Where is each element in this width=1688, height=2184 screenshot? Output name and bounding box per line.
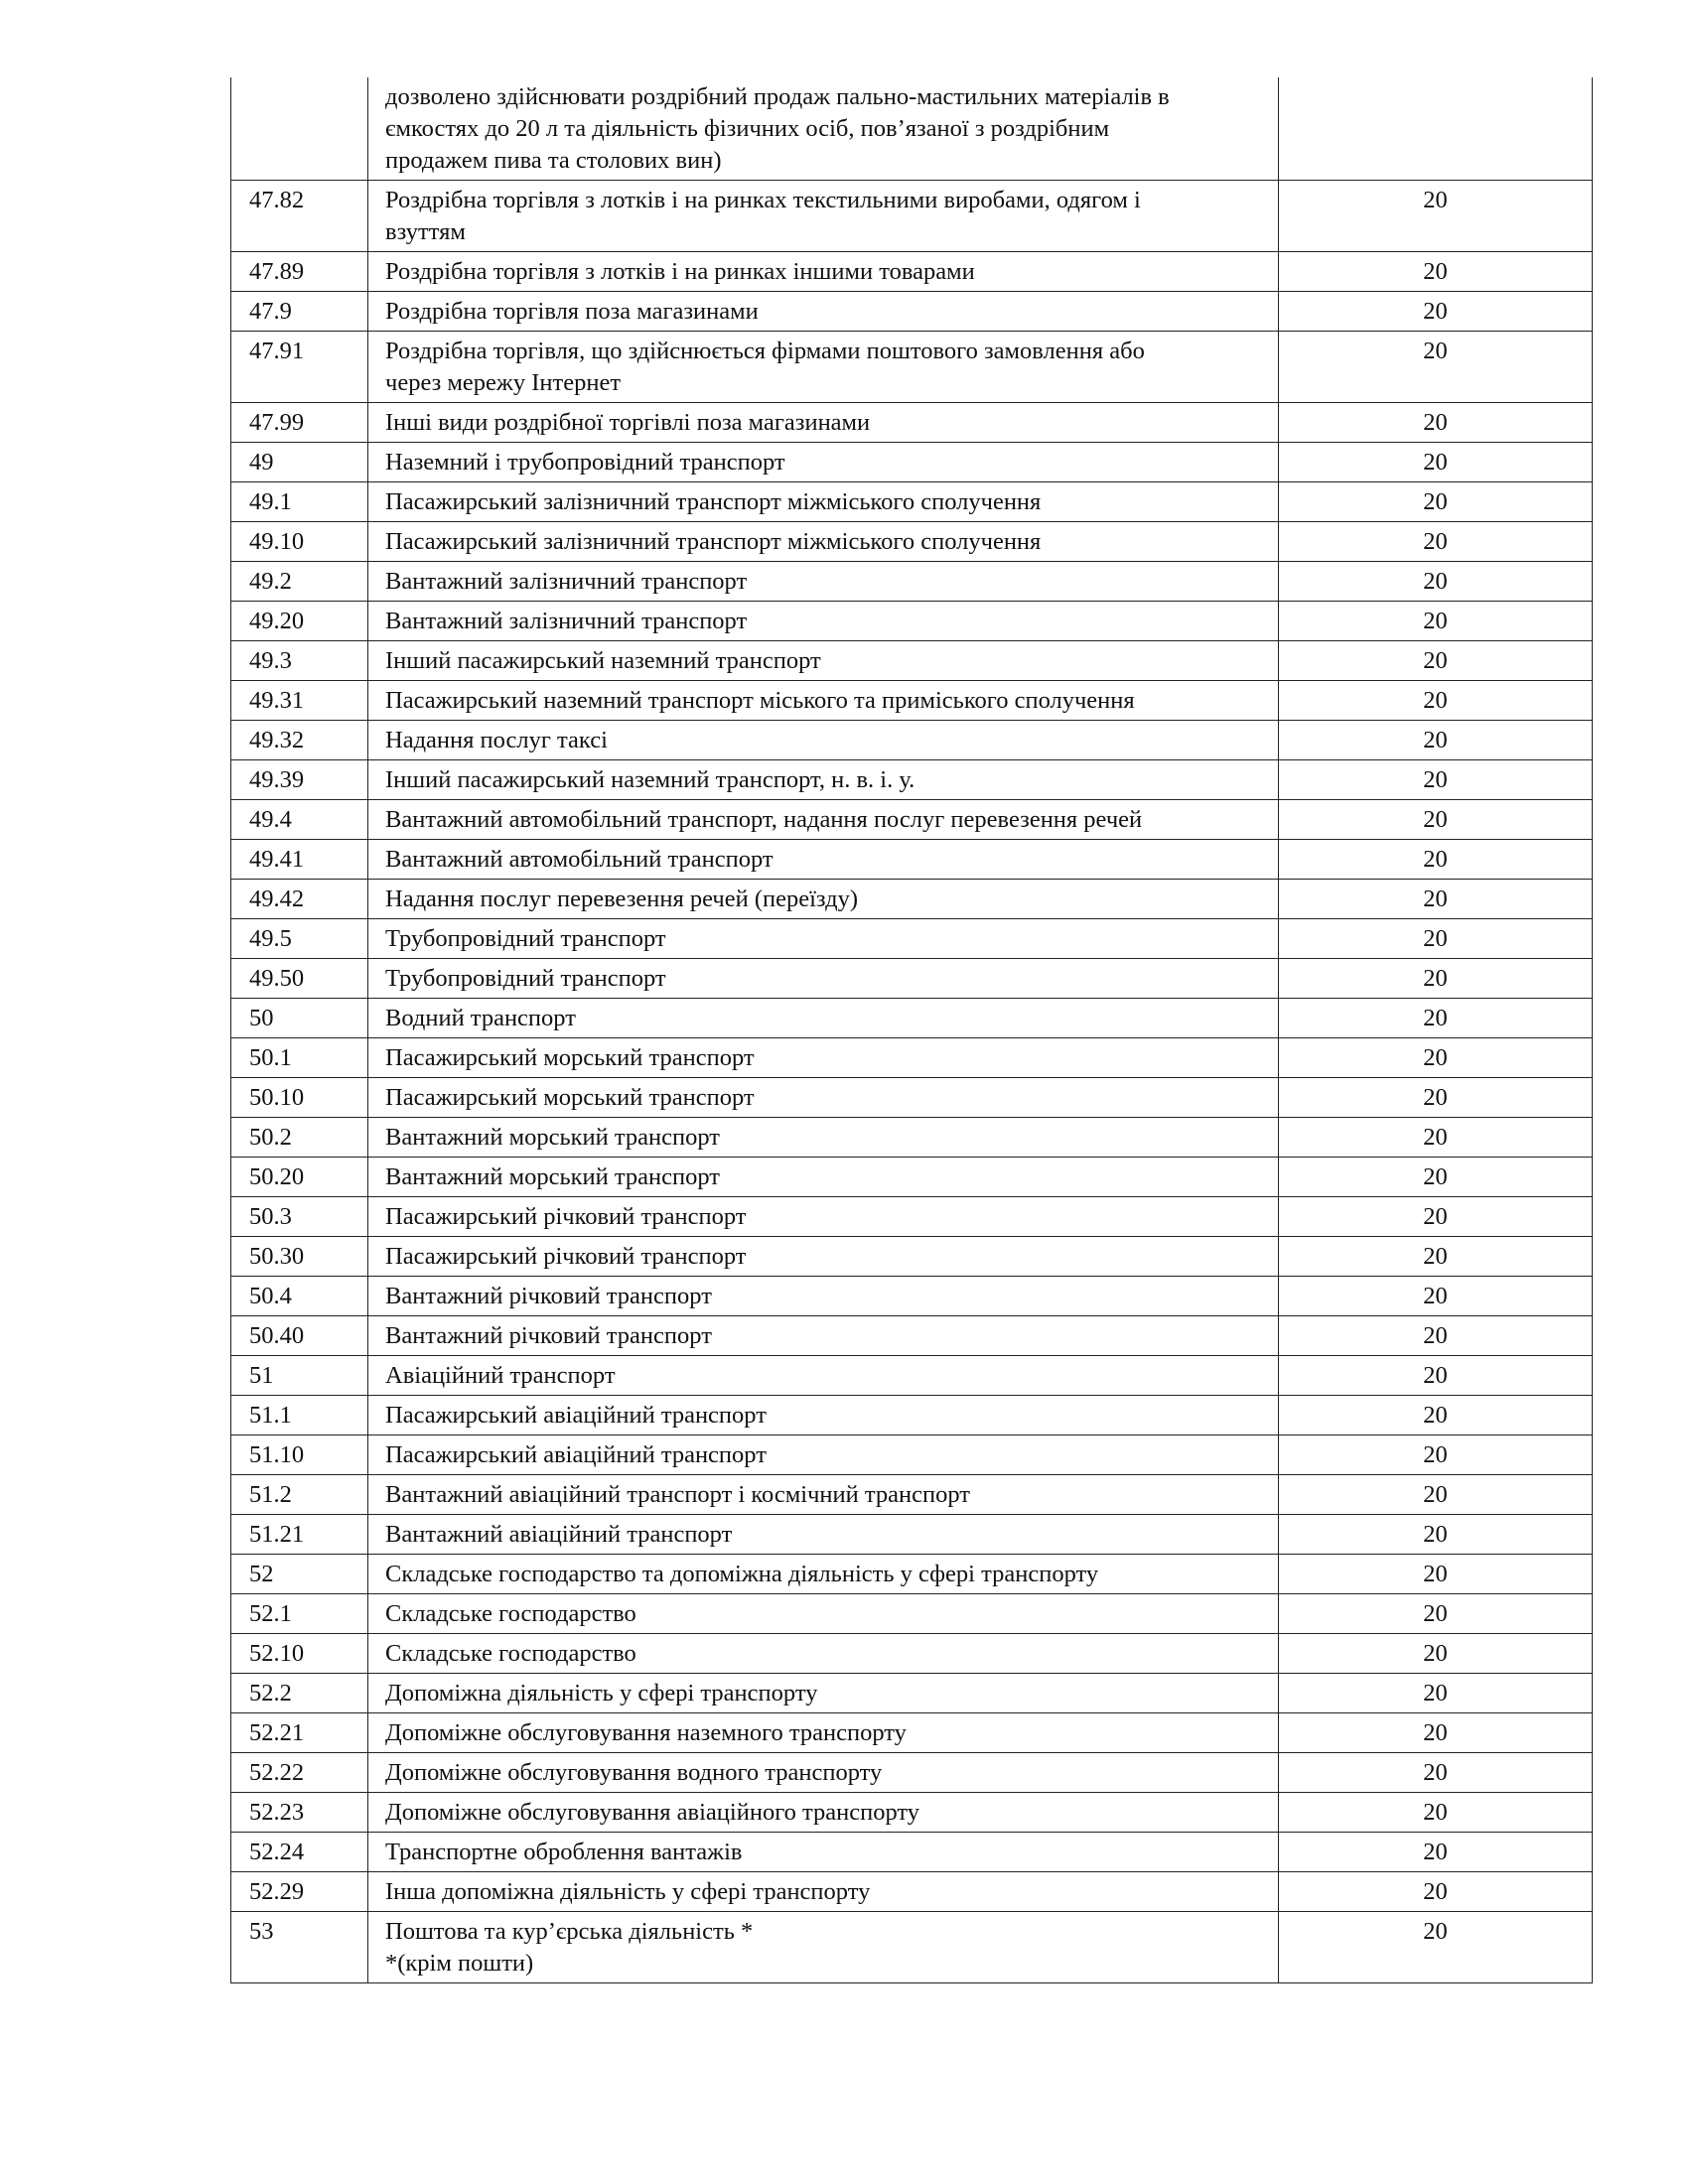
- table-row: [231, 443, 1593, 482]
- rate-cell: 20: [1279, 403, 1593, 443]
- activity-name-cell: Трубопровідний транспорт: [368, 919, 1279, 959]
- table-row: [231, 800, 1593, 840]
- table-row: [231, 1038, 1593, 1078]
- code-cell: 51.2: [231, 1475, 368, 1515]
- activity-name-cell: Вантажний морський транспорт: [368, 1158, 1279, 1197]
- rate-cell: 20: [1279, 721, 1593, 760]
- rate-cell: 20: [1279, 1793, 1593, 1833]
- rate-cell: 20: [1279, 252, 1593, 292]
- rate-cell: 20: [1279, 1078, 1593, 1118]
- activity-name-cell: Вантажний авіаційний транспорт: [368, 1515, 1279, 1555]
- activity-name-cell: Допоміжне обслуговування наземного транспорту: [368, 1713, 1279, 1753]
- activity-name-cell: Вантажний річковий транспорт: [368, 1316, 1279, 1356]
- code-cell: 52.1: [231, 1594, 368, 1634]
- code-cell: 50.1: [231, 1038, 368, 1078]
- code-cell: 49.39: [231, 760, 368, 800]
- activity-name-cell: Вантажний автомобільний транспорт: [368, 840, 1279, 880]
- activity-name-cell: Роздрібна торгівля, що здійснюється фірмами поштового замовлення або через мережу Інтернет: [368, 332, 1279, 403]
- activity-name-cell: Роздрібна торгівля з лотків і на ринках іншими товарами: [368, 252, 1279, 292]
- table-row: [231, 1634, 1593, 1674]
- table-row: [231, 1277, 1593, 1316]
- activity-name-cell: Вантажний залізничний транспорт: [368, 562, 1279, 602]
- table-row: [231, 1555, 1593, 1594]
- table-row: [231, 641, 1593, 681]
- code-cell: 52.2: [231, 1674, 368, 1713]
- activity-name-cell: Складське господарство та допоміжна діяльність у сфері транспорту: [368, 1555, 1279, 1594]
- rate-cell: 20: [1279, 482, 1593, 522]
- activity-name-cell: Транспортне оброблення вантажів: [368, 1833, 1279, 1872]
- code-cell: 49.2: [231, 562, 368, 602]
- activity-table-body: [231, 77, 1593, 1983]
- code-cell: 50.20: [231, 1158, 368, 1197]
- activity-name-cell: Пасажирський наземний транспорт міського та приміського сполучення: [368, 681, 1279, 721]
- code-cell: 50.3: [231, 1197, 368, 1237]
- code-cell: 50.10: [231, 1078, 368, 1118]
- rate-cell: 20: [1279, 1237, 1593, 1277]
- table-row: [231, 1435, 1593, 1475]
- code-cell: 49.5: [231, 919, 368, 959]
- code-cell: 49.1: [231, 482, 368, 522]
- rate-cell: 20: [1279, 1316, 1593, 1356]
- table-row: [231, 1674, 1593, 1713]
- activity-name-cell: Інший пасажирський наземний транспорт: [368, 641, 1279, 681]
- table-row: [231, 1118, 1593, 1158]
- table-row: [231, 1158, 1593, 1197]
- activity-name-cell: Надання послуг таксі: [368, 721, 1279, 760]
- code-cell: 49.4: [231, 800, 368, 840]
- activity-name-cell: Пасажирський залізничний транспорт міжміського сполучення: [368, 482, 1279, 522]
- code-cell: 50.2: [231, 1118, 368, 1158]
- table-row: [231, 999, 1593, 1038]
- code-cell: 47.9: [231, 292, 368, 332]
- code-cell: 52.29: [231, 1872, 368, 1912]
- table-row: [231, 1872, 1593, 1912]
- rate-cell: 20: [1279, 522, 1593, 562]
- rate-cell: 20: [1279, 999, 1593, 1038]
- table-row: [231, 919, 1593, 959]
- table-row: [231, 1594, 1593, 1634]
- code-cell: 47.99: [231, 403, 368, 443]
- rate-cell: 20: [1279, 1674, 1593, 1713]
- rate-cell: 20: [1279, 1833, 1593, 1872]
- table-row: [231, 602, 1593, 641]
- code-cell: 50.30: [231, 1237, 368, 1277]
- table-row: [231, 1753, 1593, 1793]
- table-row: [231, 721, 1593, 760]
- code-cell: 49.32: [231, 721, 368, 760]
- activity-name-cell: Вантажний річковий транспорт: [368, 1277, 1279, 1316]
- rate-cell: 20: [1279, 1277, 1593, 1316]
- table-row: [231, 1713, 1593, 1753]
- code-cell: [231, 77, 368, 181]
- table-row: [231, 181, 1593, 252]
- table-row: [231, 252, 1593, 292]
- table-row: [231, 562, 1593, 602]
- activity-name-cell: Поштова та кур’єрська діяльність * *(крім пошти): [368, 1912, 1279, 1983]
- activity-name-cell: Вантажний автомобільний транспорт, надання послуг перевезення речей: [368, 800, 1279, 840]
- activity-name-cell: Вантажний залізничний транспорт: [368, 602, 1279, 641]
- activity-name-cell: Наземний і трубопровідний транспорт: [368, 443, 1279, 482]
- code-cell: 53: [231, 1912, 368, 1983]
- rate-cell: 20: [1279, 1435, 1593, 1475]
- table-row: [231, 522, 1593, 562]
- code-cell: 49.3: [231, 641, 368, 681]
- activity-name-cell: Вантажний морський транспорт: [368, 1118, 1279, 1158]
- code-cell: 50: [231, 999, 368, 1038]
- code-cell: 51.1: [231, 1396, 368, 1435]
- code-cell: 47.82: [231, 181, 368, 252]
- activity-name-cell: Допоміжне обслуговування авіаційного транспорту: [368, 1793, 1279, 1833]
- table-row: [231, 77, 1593, 181]
- table-row: [231, 880, 1593, 919]
- table-row: [231, 1912, 1593, 1983]
- activity-name-cell: Складське господарство: [368, 1634, 1279, 1674]
- code-cell: 52.24: [231, 1833, 368, 1872]
- activity-name-cell: Пасажирський залізничний транспорт міжміського сполучення: [368, 522, 1279, 562]
- rate-cell: 20: [1279, 1475, 1593, 1515]
- activity-name-cell: Водний транспорт: [368, 999, 1279, 1038]
- rate-cell: 20: [1279, 1396, 1593, 1435]
- code-cell: 52.21: [231, 1713, 368, 1753]
- activity-name-cell: Інша допоміжна діяльність у сфері транспорту: [368, 1872, 1279, 1912]
- activity-name-cell: Авіаційний транспорт: [368, 1356, 1279, 1396]
- activity-name-cell: дозволено здійснювати роздрібний продаж пально-мастильних матеріалів в ємкостях до 20 л та діяльність фізичних осіб, пов’язаної з роздрібним продажем пива та столових вин): [368, 77, 1279, 181]
- rate-cell: 20: [1279, 1555, 1593, 1594]
- activity-name-cell: Надання послуг перевезення речей (переїзду): [368, 880, 1279, 919]
- table-row: [231, 403, 1593, 443]
- activity-name-cell: Вантажний авіаційний транспорт і космічний транспорт: [368, 1475, 1279, 1515]
- rate-cell: 20: [1279, 332, 1593, 403]
- rate-cell: 20: [1279, 641, 1593, 681]
- code-cell: 47.91: [231, 332, 368, 403]
- table-row: [231, 1197, 1593, 1237]
- table-row: [231, 959, 1593, 999]
- rate-cell: 20: [1279, 1753, 1593, 1793]
- table-row: [231, 292, 1593, 332]
- table-row: [231, 1793, 1593, 1833]
- rate-cell: 20: [1279, 562, 1593, 602]
- rate-cell: 20: [1279, 602, 1593, 641]
- rate-cell: 20: [1279, 1912, 1593, 1983]
- rate-cell: 20: [1279, 1515, 1593, 1555]
- code-cell: 51.21: [231, 1515, 368, 1555]
- rate-cell: 20: [1279, 959, 1593, 999]
- rate-cell: 20: [1279, 1197, 1593, 1237]
- code-cell: 49.41: [231, 840, 368, 880]
- rate-cell: 20: [1279, 760, 1593, 800]
- activity-name-cell: Трубопровідний транспорт: [368, 959, 1279, 999]
- rate-cell: 20: [1279, 840, 1593, 880]
- rate-cell: 20: [1279, 919, 1593, 959]
- activity-name-cell: Роздрібна торгівля з лотків і на ринках текстильними виробами, одягом і взуттям: [368, 181, 1279, 252]
- code-cell: 47.89: [231, 252, 368, 292]
- activity-name-cell: Інший пасажирський наземний транспорт, н. в. і. у.: [368, 760, 1279, 800]
- code-cell: 52: [231, 1555, 368, 1594]
- code-cell: 49.50: [231, 959, 368, 999]
- rate-cell: 20: [1279, 181, 1593, 252]
- table-row: [231, 1833, 1593, 1872]
- rate-cell: 20: [1279, 1038, 1593, 1078]
- table-row: [231, 1316, 1593, 1356]
- rate-cell: 20: [1279, 443, 1593, 482]
- code-cell: 49.10: [231, 522, 368, 562]
- code-cell: 52.22: [231, 1753, 368, 1793]
- rate-cell: 20: [1279, 681, 1593, 721]
- code-cell: 49.31: [231, 681, 368, 721]
- activity-table: [230, 77, 1593, 1983]
- table-row: [231, 1475, 1593, 1515]
- table-row: [231, 1515, 1593, 1555]
- activity-name-cell: Пасажирський морський транспорт: [368, 1078, 1279, 1118]
- code-cell: 51: [231, 1356, 368, 1396]
- activity-name-cell: Пасажирський авіаційний транспорт: [368, 1396, 1279, 1435]
- activity-name-cell: Допоміжне обслуговування водного транспорту: [368, 1753, 1279, 1793]
- activity-name-cell: Пасажирський річковий транспорт: [368, 1197, 1279, 1237]
- activity-name-cell: Інші види роздрібної торгівлі поза магазинами: [368, 403, 1279, 443]
- table-row: [231, 1078, 1593, 1118]
- table-row: [231, 482, 1593, 522]
- rate-cell: 20: [1279, 292, 1593, 332]
- rate-cell: 20: [1279, 800, 1593, 840]
- activity-name-cell: Пасажирський авіаційний транспорт: [368, 1435, 1279, 1475]
- rate-cell: [1279, 77, 1593, 181]
- code-cell: 49.20: [231, 602, 368, 641]
- code-cell: 50.4: [231, 1277, 368, 1316]
- table-row: [231, 332, 1593, 403]
- rate-cell: 20: [1279, 880, 1593, 919]
- activity-name-cell: Допоміжна діяльність у сфері транспорту: [368, 1674, 1279, 1713]
- table-row: [231, 1356, 1593, 1396]
- table-row: [231, 681, 1593, 721]
- rate-cell: 20: [1279, 1158, 1593, 1197]
- activity-name-cell: Пасажирський річковий транспорт: [368, 1237, 1279, 1277]
- code-cell: 50.40: [231, 1316, 368, 1356]
- table-row: [231, 840, 1593, 880]
- rate-cell: 20: [1279, 1872, 1593, 1912]
- code-cell: 52.23: [231, 1793, 368, 1833]
- rate-cell: 20: [1279, 1634, 1593, 1674]
- table-row: [231, 1237, 1593, 1277]
- rate-cell: 20: [1279, 1594, 1593, 1634]
- table-row: [231, 760, 1593, 800]
- activity-name-cell: Складське господарство: [368, 1594, 1279, 1634]
- rate-cell: 20: [1279, 1356, 1593, 1396]
- activity-name-cell: Роздрібна торгівля поза магазинами: [368, 292, 1279, 332]
- table-row: [231, 1396, 1593, 1435]
- code-cell: 51.10: [231, 1435, 368, 1475]
- rate-cell: 20: [1279, 1118, 1593, 1158]
- code-cell: 52.10: [231, 1634, 368, 1674]
- code-cell: 49: [231, 443, 368, 482]
- code-cell: 49.42: [231, 880, 368, 919]
- activity-name-cell: Пасажирський морський транспорт: [368, 1038, 1279, 1078]
- rate-cell: 20: [1279, 1713, 1593, 1753]
